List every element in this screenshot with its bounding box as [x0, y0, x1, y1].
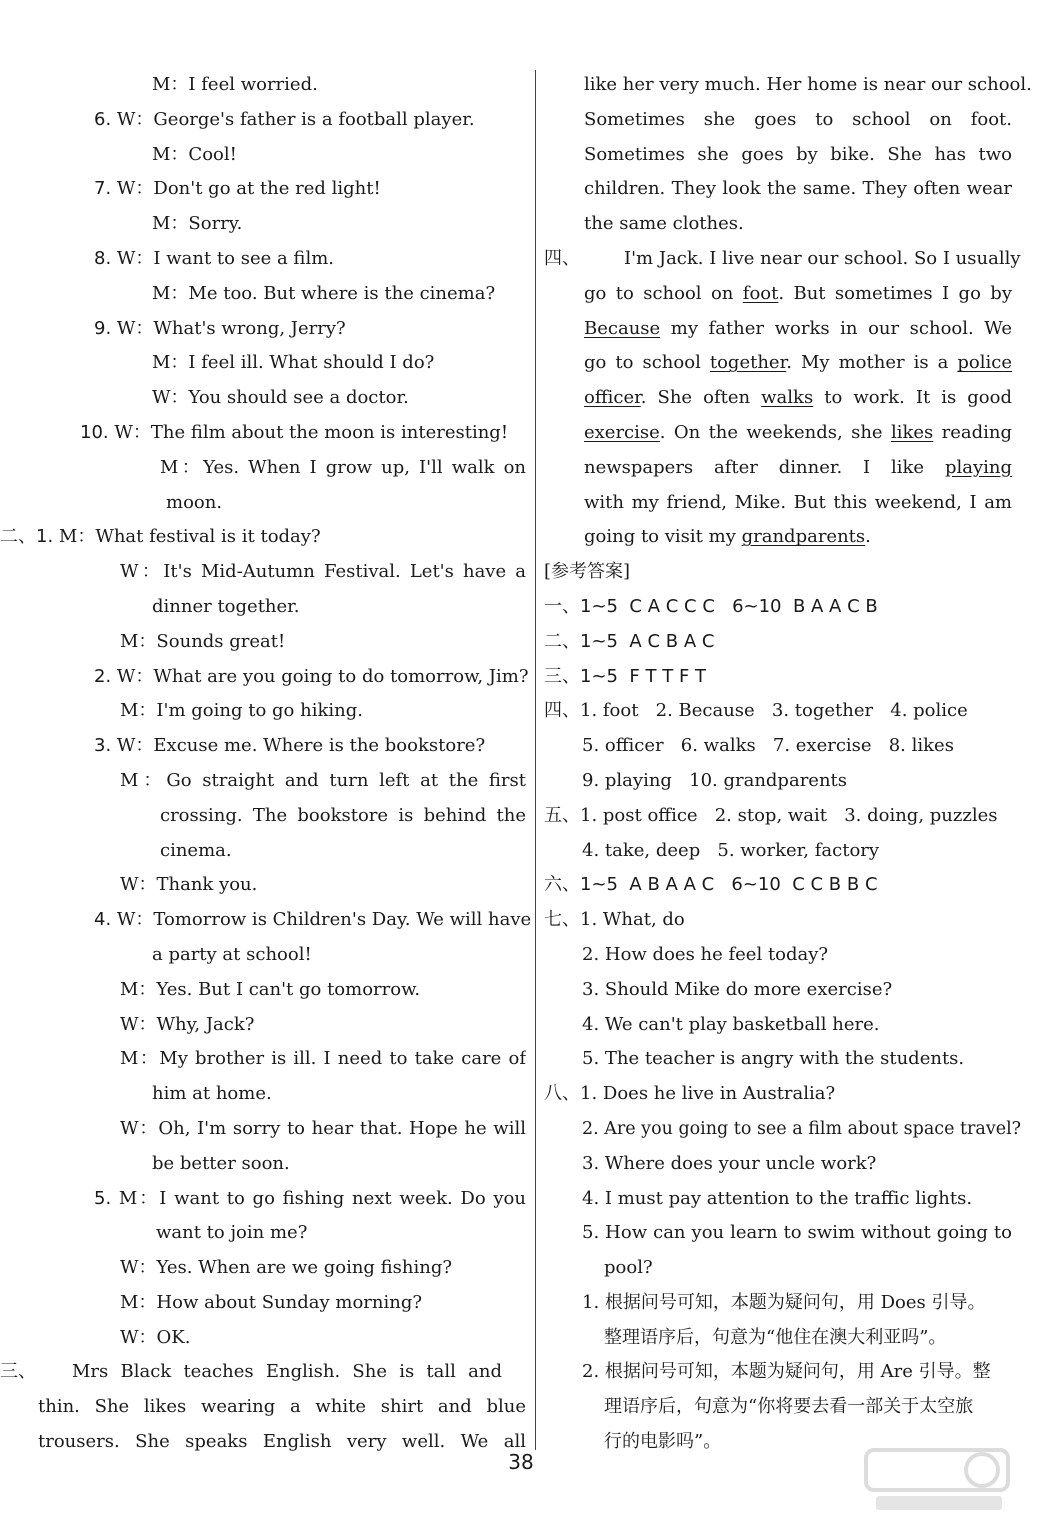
answer-line: 三、1~5 F T T F T [544, 665, 707, 687]
text-line: him at home. [152, 1083, 272, 1105]
text-line: Sometimes she goes to school on foot. [584, 108, 1012, 130]
stamp-logo-icon [862, 1446, 1012, 1516]
answer-line: 5. How can you learn to swim without going to [582, 1222, 1012, 1244]
text-line: Because my father works in our school. We [584, 317, 1012, 339]
answer-line: 4. We can't play basketball here. [582, 1013, 880, 1035]
text-line: W：You should see a doctor. [152, 387, 409, 409]
text-line: W：Yes. When are we going fishing? [120, 1257, 453, 1279]
explanation-line: 理语序后，句意为“你将要去看一部关于太空旅 [604, 1396, 974, 1418]
explanation-line: 1. 根据问号可知，本题为疑问句，用 Does 引导。 [582, 1291, 986, 1313]
text-line: 2. W：What are you going to do tomorrow, Jim? [94, 665, 529, 687]
text-line: officer. She often walks to work. It is good [584, 387, 1012, 409]
text-line: cinema. [160, 839, 232, 861]
answer-line: 八、1. Does he live in Australia? [544, 1083, 836, 1105]
explanation-line: 2. 根据问号可知，本题为疑问句，用 Are 引导。整 [582, 1361, 991, 1383]
text-line: children. They look the same. They often wear [584, 178, 1012, 200]
column-divider [535, 70, 536, 1450]
answer-line: 六、1~5 A B A A C 6~10 C C B B C [544, 874, 878, 896]
text-line: Sometimes she goes by bike. She has two [584, 143, 1012, 165]
text-line: 8. W：I want to see a film. [94, 247, 334, 269]
text-line: exercise. On the weekends, she likes reading [584, 421, 1012, 443]
text-line: newspapers after dinner. I like playing [584, 456, 1012, 478]
text-line: M：I feel worried. [152, 74, 318, 95]
text-line: W：Why, Jack? [120, 1013, 255, 1035]
right-column [544, 68, 1032, 1460]
text-line: M：How about Sunday morning? [120, 1291, 423, 1313]
text-line: dinner together. [152, 595, 300, 617]
answer-line: 2. How does he feel today? [582, 943, 829, 965]
text-line: 三、 Mrs Black teaches English. She is tall and [0, 1361, 502, 1383]
answer-line: 4. take, deep 5. worker, factory [582, 839, 880, 861]
text-line: M：I'm going to go hiking. [120, 700, 363, 722]
text-line: want to join me? [156, 1222, 308, 1244]
answer-line: 七、1. What, do [544, 909, 685, 931]
text-line: W：Thank you. [120, 874, 258, 896]
text-line: thin. She likes wearing a white shirt and blue [38, 1396, 526, 1418]
answer-line: 二、1~5 A C B A C [544, 630, 715, 652]
text-line: M：Yes. But I can't go tomorrow. [120, 978, 421, 1000]
text-line: 9. W：What's wrong, Jerry? [94, 317, 346, 339]
text-line: M：Sorry. [152, 213, 243, 235]
text-line: with my friend, Mike. But this weekend, I am [584, 491, 1012, 513]
answer-line: 9. playing 10. grandparents [582, 769, 848, 791]
text-line: like her very much. Her home is near our school. [584, 74, 1032, 95]
answer-line: 一、1~5 C A C C C 6~10 B A A C B [544, 595, 878, 617]
text-line: 四、 I'm Jack. I live near our school. So I usually [544, 247, 1021, 269]
text-line: 10. W：The film about the moon is interesting! [80, 421, 509, 443]
answer-line: 3. Should Mike do more exercise? [582, 978, 893, 1000]
text-line: W：OK. [120, 1326, 191, 1348]
text-line: go to school on foot. But sometimes I go by [584, 282, 1012, 304]
answer-line: 3. Where does your uncle work? [582, 1152, 877, 1174]
text-line: M：Go straight and turn left at the first [120, 769, 526, 791]
text-line: moon. [166, 491, 223, 513]
text-line: M：Yes. When I grow up, I'll walk on [160, 456, 526, 478]
answer-line: 2. Are you going to see a film about space travel? [582, 1118, 1022, 1139]
text-line: go to school together. My mother is a police [584, 352, 1012, 374]
text-line: 3. W：Excuse me. Where is the bookstore? [94, 735, 486, 757]
text-line: W：Oh, I'm sorry to hear that. Hope he will [120, 1117, 526, 1139]
text-line: trousers. She speaks English very well. We all [38, 1431, 526, 1453]
text-line: be better soon. [152, 1152, 290, 1174]
text-line: crossing. The bookstore is behind the [160, 804, 526, 826]
answer-line: 5. The teacher is angry with the students. [582, 1048, 965, 1070]
text-line: 5. M：I want to go fishing next week. Do you [94, 1187, 526, 1209]
explanation-line: 行的电影吗”。 [604, 1431, 722, 1453]
text-line: M：Me too. But where is the cinema? [152, 282, 496, 304]
text-line: W：It's Mid-Autumn Festival. Let's have a [120, 561, 526, 583]
text-line: M：I feel ill. What should I do? [152, 352, 435, 374]
text-line: 二、1. M：What festival is it today? [0, 526, 321, 548]
text-line: M：Cool! [152, 143, 237, 165]
explanation-line: 整理语序后，句意为“他住在澳大利亚吗”。 [604, 1326, 947, 1348]
left-column [0, 68, 532, 1460]
text-line: going to visit my grandparents. [584, 526, 871, 548]
answer-line: 四、1. foot 2. Because 3. together 4. police [544, 700, 968, 722]
text-line: M：My brother is ill. I need to take care of [120, 1048, 526, 1070]
text-line: 7. W：Don't go at the red light! [94, 178, 381, 200]
text-line: 6. W：George's father is a football player. [94, 108, 475, 130]
text-line: a party at school! [152, 943, 312, 965]
text-line: 4. W：Tomorrow is Children's Day. We will have [94, 909, 532, 931]
answer-key-heading: [参考答案] [544, 561, 631, 583]
answer-line: pool? [604, 1257, 653, 1279]
answer-line: 5. officer 6. walks 7. exercise 8. likes [582, 735, 954, 757]
answer-line: 4. I must pay attention to the traffic lights. [582, 1187, 973, 1209]
answer-line: 五、1. post office 2. stop, wait 3. doing, puzzles [544, 804, 998, 826]
page-number: 38 [508, 1450, 534, 1474]
text-line: M：Sounds great! [120, 630, 286, 652]
text-line: the same clothes. [584, 213, 744, 235]
